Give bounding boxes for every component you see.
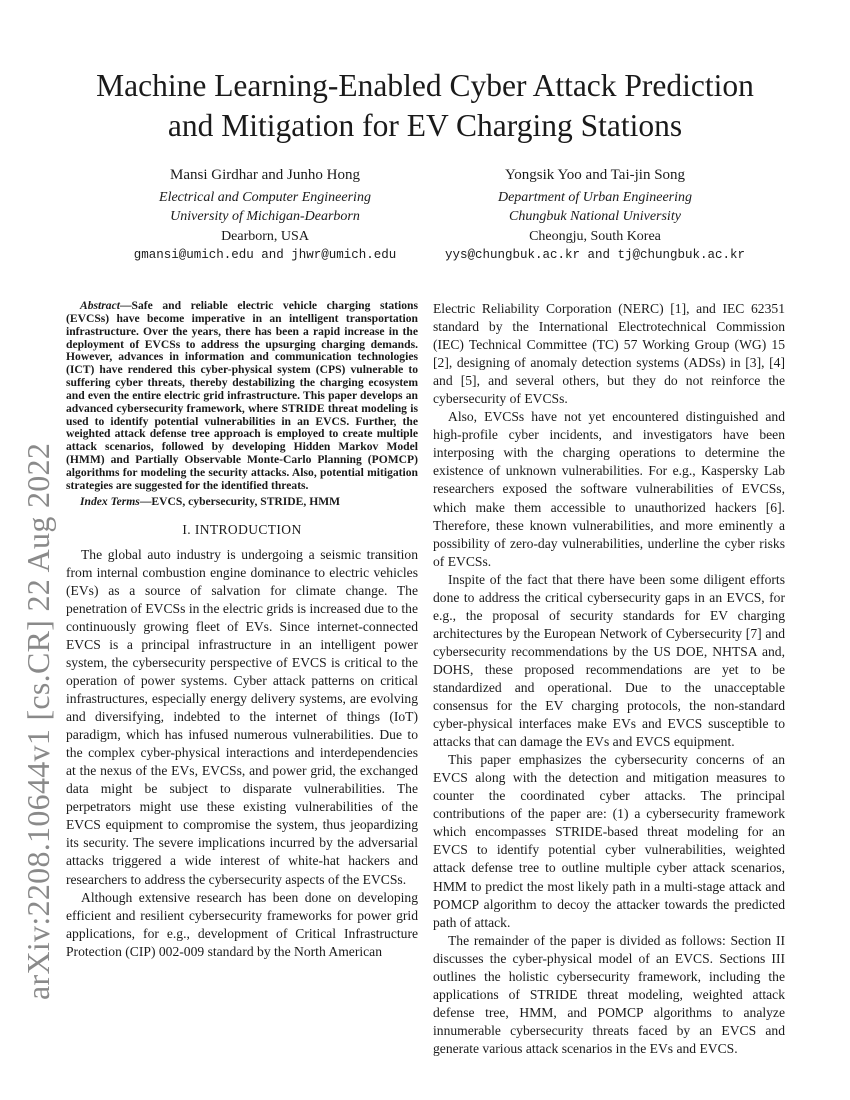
paper-title <box>40 66 810 146</box>
author-names: Mansi Girdhar and Junho Hong <box>170 167 360 183</box>
paper-title-line-2: and Mitigation for EV Charging Stations <box>167 108 683 143</box>
author-block-right <box>425 166 765 266</box>
paragraph: This paper emphasizes the cybersecurity concerns of an EVCS along with the detection and mitigation measures to counter the coordinated cyber attacks. The principal contributions of the paper are: (1) a cybersecurity framework which encompasses STRIDE-based threat modeling for an EVCS to identify potential cyber vulnerabilities, weighted attack defense tree to outline multiple cyber attack scenarios, HMM to predict the most likely path in a multi-stage attack and POMCP algorithm to decoy the attacker towards the predicted path of attack. <box>433 752 785 930</box>
paragraph: Inspite of the fact that there have been some diligent efforts done to address the critical cybersecurity gaps in an EVCS, for e.g., the proposal of security standards for EV charging architectures by the European Network of Cybersecurity [7] and cybersecurity recommendations by the US DOE, NHTSA and, DOHS, these proposed recommendations are yet to be standardized and operational. Due to the unacceptable consensus for the EV charging protocols, the non-standard cyber-physical interfaces make EVs and EVCS susceptible to attacks that can damage the EVs and EVCS equipment. <box>433 571 785 750</box>
author-block-left <box>95 166 435 266</box>
paragraph: The remainder of the paper is divided as follows: Section II discusses the cyber-physical model of an EVCS. Sections III outlines the holistic cybersecurity framework, including the applications of STRIDE threat modeling, weighted attack defense tree, HMM, and POMCP algorithms to analyze innumerable cybersecurity threats faced by an EVCS and generate various attack scenarios in the EVs and EVCS. <box>433 932 785 1056</box>
abstract-label: Abstract <box>80 299 120 312</box>
author-university: University of Michigan-Dearborn <box>170 209 360 224</box>
index-terms <box>66 495 418 508</box>
arxiv-identifier: arXiv:2208.10644v1 [cs.CR] 22 Aug 2022 <box>20 442 56 1000</box>
paragraph: Although extensive research has been done on developing efficient and resilient cybersecurity frameworks for power grid applications, for e.g., development of Critical Infrastructure Protection (CIP) 002-009 standard by the North American <box>66 889 418 959</box>
paragraph: Electric Reliability Corporation (NERC) [1], and IEC 62351 standard by the International Electrotechnical Commission (IEC) Technical Committee (TC) 57 Working Group (WG) 15 [2], designing of anomaly detection systems (ADSs) in [3], [4] and [5], and several others, but they do not reinforce the cybersecurity of EVCSs. <box>433 301 785 407</box>
paper-title-line-1: Machine Learning-Enabled Cyber Attack Prediction <box>96 68 754 103</box>
author-email: yys@chungbuk.ac.kr and tj@chungbuk.ac.kr <box>444 248 746 262</box>
abstract-text: —Safe and reliable electric vehicle charging stations (EVCSs) have become imperative in an intelligent transportation infrastructure. Over the years, there has been a rapid increase in the deployment of EVCSs to address the upsurging charging demands. However, advances in information and communication technologies (ICT) have rendered this cyber-physical system (CPS) vulnerable to suffering cyber threats, thereby destabilizing the charging ecosystem and even the entire electric grid infrastructure. This paper develops an advanced cybersecurity framework, where STRIDE threat modeling is used to identify potential vulnerabilities in an EVCS. Further, the weighted attack defense tree approach is employed to create multiple attack scenarios, followed by developing Hidden Markov Model (HMM) and Partially Observable Monte-Carlo Planning (POMCP) algorithms for modeling the security attacks. Also, potential mitigation strategies are suggested for the identified threats. <box>66 299 418 492</box>
author-location: Dearborn, USA <box>221 228 309 244</box>
author-university: Chungbuk National University <box>509 209 681 224</box>
section-heading-introduction: I. INTRODUCTION <box>182 521 302 537</box>
author-email: gmansi@umich.edu and jhwr@umich.edu <box>133 248 397 262</box>
left-column <box>66 300 418 961</box>
index-terms-text: —EVCS, cybersecurity, STRIDE, HMM <box>139 494 341 508</box>
paragraph: The global auto industry is undergoing a seismic transition from internal combustion engine dominance to electric vehicles (EVs) as a source of salvation for climate change. The penetration of EVCSs in the electric grids is increased due to the continuously growing fleet of EVs. Since internet-connected EVCS is a principal infrastructure in an intelligent power system, the cybersecurity perspective of EVCS is critical to the operation of power systems. Cyber attack patterns on critical infrastructures, especially energy delivery systems, are evolving and diversifying, indebted to the internet of things (IoT) paradigm, which has infused numerous vulnerabilities. Due to the complex cyber-physical interactions and interdependencies at the nexus of the EVs, EVCSs, and power grid, the exchanged data might be subject to disparate vulnerabilities. The perpetrators might use these existing vulnerabilities of the EVCS equipment to compromise the system, thus jeopardizing its security. The severe implications incurred by the adversarial attacks triggered a wide interest of white-hat hackers and researchers to address the cybersecurity aspects of the EVCSs. <box>66 546 418 887</box>
author-names: Yongsik Yoo and Tai-jin Song <box>504 167 686 183</box>
index-terms-label: Index Terms <box>80 494 140 508</box>
paragraph: Also, EVCSs have not yet encountered distinguished and high-profile cyber incidents, and investigators have been interposing with the charging operations to determine the existence of unknown vulnerabilities. For e.g., Kaspersky Lab researchers exposed the software vulnerabilities of EVCSs, which make them accessible to unauthorized hackers [6]. Therefore, these known vulnerabilities, and more eminently a possibility of zero-day vulnerabilities, underline the cyber risks of EVCSs. <box>433 409 785 569</box>
author-department: Electrical and Computer Engineering <box>159 189 371 205</box>
abstract <box>66 300 418 493</box>
right-column <box>433 300 785 1058</box>
author-department: Department of Urban Engineering <box>497 189 693 205</box>
author-location: Cheongju, South Korea <box>529 228 661 244</box>
